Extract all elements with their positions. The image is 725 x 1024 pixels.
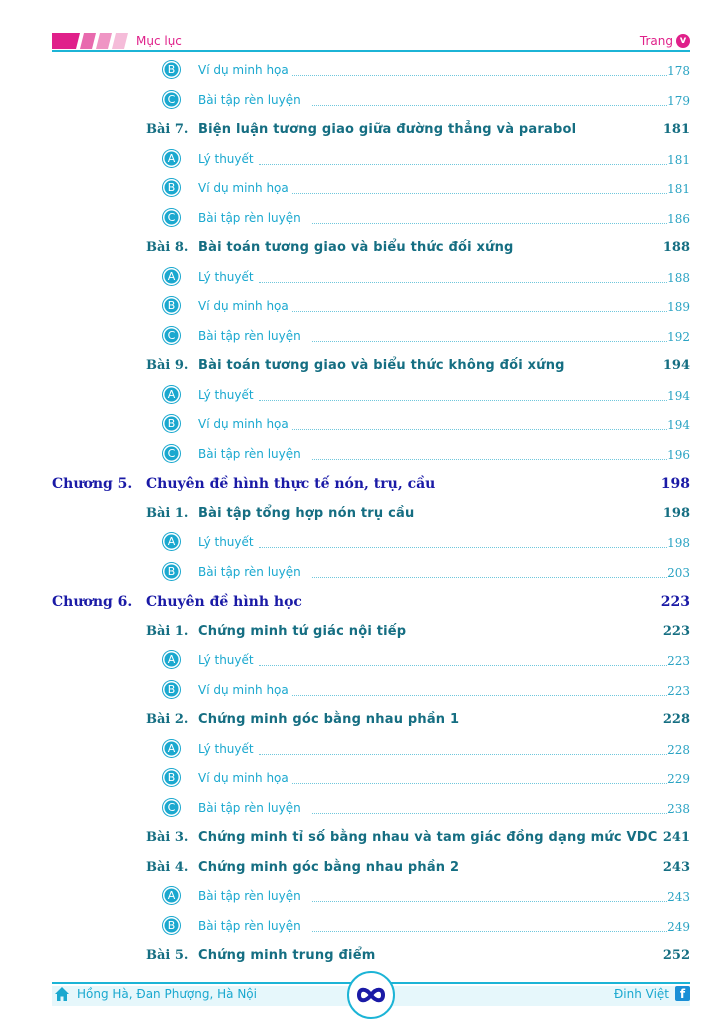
lesson-label: Bài 5. — [146, 948, 189, 963]
page-number: 238 — [667, 801, 690, 816]
page-number: 198 — [660, 476, 690, 492]
page-number: 194 — [667, 418, 690, 432]
lesson-title: Biện luận tương giao giữa đường thẳng và parabol — [198, 122, 577, 137]
header-rule — [52, 50, 690, 52]
toc-subsection-row[interactable] — [0, 650, 725, 672]
sub-title: Bài tập rèn luyện — [198, 800, 301, 815]
toc-subsection-row[interactable] — [0, 267, 725, 289]
page-number: 181 — [667, 182, 690, 196]
lesson-label: Bài 9. — [146, 358, 189, 373]
subsection-marker-icon: A — [163, 386, 180, 403]
page-number: 243 — [667, 890, 690, 904]
sub-title: Lý thuyết — [198, 653, 254, 667]
subsection-marker-icon: B — [163, 563, 180, 580]
toc-subsection-row[interactable] — [0, 916, 725, 938]
subsection-marker-icon: C — [163, 445, 180, 462]
page-number: 223 — [667, 654, 690, 668]
page-number: 192 — [667, 329, 690, 344]
page-number: 179 — [667, 93, 690, 108]
sub-title: Bài tập rèn luyện — [198, 328, 301, 343]
subsection-marker-icon: B — [163, 179, 180, 196]
toc-subsection-row[interactable] — [0, 178, 725, 200]
page-number: 243 — [662, 859, 690, 875]
dot-leader — [312, 901, 667, 902]
dot-leader — [292, 429, 667, 430]
toc-lesson-row[interactable] — [0, 945, 725, 967]
sub-title: Bài tập rèn luyện — [198, 446, 301, 461]
subsection-marker-icon: A — [163, 533, 180, 550]
sub-title: Ví dụ minh họa — [198, 771, 289, 785]
page-header — [52, 33, 690, 51]
subsection-marker-icon: A — [163, 740, 180, 757]
lesson-title: Chứng minh tứ giác nội tiếp — [198, 623, 407, 639]
page-number: 189 — [667, 300, 690, 314]
toc-subsection-row[interactable] — [0, 326, 725, 348]
sub-title: Ví dụ minh họa — [198, 417, 289, 431]
toc-subsection-row[interactable] — [0, 739, 725, 761]
dot-leader — [292, 783, 667, 784]
sub-title: Bài tập rèn luyện — [198, 210, 301, 225]
sub-title: Lý thuyết — [198, 387, 254, 402]
sub-title: Bài tập rèn luyện — [198, 918, 301, 933]
lesson-label: Bài 7. — [146, 122, 189, 137]
header-title: Mục lục — [136, 34, 182, 48]
page-number: 198 — [667, 536, 690, 550]
subsection-marker-icon: A — [163, 150, 180, 167]
subsection-marker-icon: B — [163, 61, 180, 78]
subsection-marker-icon: B — [163, 917, 180, 934]
sub-title: Ví dụ minh họa — [198, 682, 289, 697]
sub-title: Bài tập rèn luyện — [198, 564, 301, 579]
toc-subsection-row[interactable] — [0, 768, 725, 790]
page-number: 194 — [667, 388, 690, 403]
lesson-title: Bài tập tổng hợp nón trụ cầu — [198, 505, 415, 521]
toc-subsection-row[interactable] — [0, 414, 725, 436]
chapter-label: Chương 6. — [52, 594, 133, 610]
page-number: 223 — [662, 623, 690, 639]
subsection-marker-icon: A — [163, 268, 180, 285]
toc-subsection-row[interactable] — [0, 444, 725, 466]
toc-subsection-row[interactable] — [0, 208, 725, 230]
toc-lesson-row[interactable] — [0, 621, 725, 643]
page-number: 223 — [660, 594, 690, 610]
toc-subsection-row[interactable] — [0, 90, 725, 112]
dot-leader — [312, 813, 667, 814]
page-number: 229 — [667, 772, 690, 786]
toc-subsection-row[interactable] — [0, 798, 725, 820]
dot-leader — [312, 577, 667, 578]
page-number: 241 — [662, 830, 690, 845]
page-number: 194 — [662, 358, 690, 373]
toc-subsection-row[interactable] — [0, 60, 725, 82]
dot-leader — [292, 193, 667, 194]
toc-lesson-row[interactable] — [0, 119, 725, 141]
toc-subsection-row[interactable] — [0, 886, 725, 908]
footer-author: Đinh Việt — [613, 987, 669, 1001]
sub-title: Lý thuyết — [198, 269, 254, 284]
lesson-title: Chứng minh tỉ số bằng nhau và tam giác đồng dạng mức VDC — [198, 830, 658, 845]
header-page-number: v — [676, 34, 690, 48]
page-number: 228 — [667, 742, 690, 757]
lesson-title: Chứng minh trung điểm — [198, 948, 376, 963]
toc-subsection-row[interactable] — [0, 149, 725, 171]
subsection-marker-icon: A — [163, 651, 180, 668]
subsection-marker-icon: C — [163, 799, 180, 816]
page-number: 203 — [667, 565, 690, 580]
subsection-marker-icon: C — [163, 91, 180, 108]
dot-leader — [259, 400, 667, 401]
sub-title: Lý thuyết — [198, 151, 254, 166]
facebook-icon[interactable]: f — [675, 986, 690, 1001]
lesson-title: Bài toán tương giao và biểu thức đối xứng — [198, 240, 514, 255]
lesson-title: Chứng minh góc bằng nhau phần 1 — [198, 712, 460, 727]
page-number: 186 — [667, 211, 690, 226]
toc-lesson-row[interactable] — [0, 709, 725, 731]
toc-lesson-row[interactable] — [0, 237, 725, 259]
sub-title: Ví dụ minh họa — [198, 181, 289, 195]
dot-leader — [312, 105, 667, 106]
toc-lesson-row[interactable] — [0, 355, 725, 377]
header-stripes-decoration — [52, 33, 132, 49]
dot-leader — [292, 695, 667, 696]
subsection-marker-icon: B — [163, 415, 180, 432]
toc-chapter-row[interactable] — [0, 591, 725, 613]
dot-leader — [292, 75, 667, 76]
page-number: 223 — [667, 683, 690, 698]
toc-subsection-row[interactable] — [0, 680, 725, 702]
dot-leader — [312, 341, 667, 342]
dot-leader — [259, 282, 667, 283]
subsection-marker-icon: C — [163, 209, 180, 226]
dot-leader — [259, 547, 667, 548]
sub-title: Bài tập rèn luyện — [198, 889, 301, 903]
dot-leader — [312, 931, 667, 932]
sub-title: Ví dụ minh họa — [198, 299, 289, 313]
header-page-label: Trang — [639, 34, 673, 48]
lesson-label: Bài 1. — [146, 623, 189, 639]
page-number: 249 — [667, 919, 690, 934]
page-number: 188 — [662, 240, 690, 255]
toc-chapter-row[interactable] — [0, 473, 725, 495]
lesson-label: Bài 3. — [146, 830, 189, 845]
dot-leader — [259, 754, 667, 755]
subsection-marker-icon: C — [163, 327, 180, 344]
lesson-label: Bài 2. — [146, 712, 189, 727]
page-number: 198 — [662, 505, 690, 521]
chapter-title: Chuyên đề hình học — [146, 594, 302, 610]
toc-subsection-row[interactable] — [0, 296, 725, 318]
lesson-title: Chứng minh góc bằng nhau phần 2 — [198, 859, 460, 875]
page-number: 252 — [662, 948, 690, 963]
dot-leader — [292, 311, 667, 312]
page-number: 196 — [667, 447, 690, 462]
lesson-label: Bài 4. — [146, 859, 189, 875]
subsection-marker-icon: A — [163, 887, 180, 904]
lesson-label: Bài 1. — [146, 505, 189, 521]
toc-lesson-row[interactable] — [0, 857, 725, 879]
page-number: 181 — [662, 122, 690, 137]
page-number: 181 — [667, 152, 690, 167]
dot-leader — [259, 665, 667, 666]
lesson-title: Bài toán tương giao và biểu thức không đối xứng — [198, 358, 565, 373]
toc-lesson-row[interactable] — [0, 503, 725, 525]
sub-title: Bài tập rèn luyện — [198, 92, 301, 107]
subsection-marker-icon: B — [163, 297, 180, 314]
lesson-label: Bài 8. — [146, 240, 189, 255]
dot-leader — [312, 459, 667, 460]
toc-subsection-row[interactable] — [0, 385, 725, 407]
sub-title: Lý thuyết — [198, 535, 254, 549]
dot-leader — [259, 164, 667, 165]
dot-leader — [312, 223, 667, 224]
logo-infinity-icon — [347, 971, 395, 1019]
page-number: 228 — [662, 712, 690, 727]
subsection-marker-icon: B — [163, 681, 180, 698]
sub-title: Ví dụ minh họa — [198, 63, 289, 77]
chapter-title: Chuyên đề hình thực tế nón, trụ, cầu — [146, 476, 436, 492]
subsection-marker-icon: B — [163, 769, 180, 786]
toc-subsection-row[interactable] — [0, 562, 725, 584]
home-icon — [54, 986, 70, 1002]
page-number: 188 — [667, 270, 690, 285]
footer-address: Hồng Hà, Đan Phượng, Hà Nội — [77, 987, 257, 1001]
sub-title: Lý thuyết — [198, 741, 254, 756]
page-number: 178 — [667, 64, 690, 78]
chapter-label: Chương 5. — [52, 476, 133, 492]
toc-subsection-row[interactable] — [0, 532, 725, 554]
toc-lesson-row[interactable] — [0, 827, 725, 849]
